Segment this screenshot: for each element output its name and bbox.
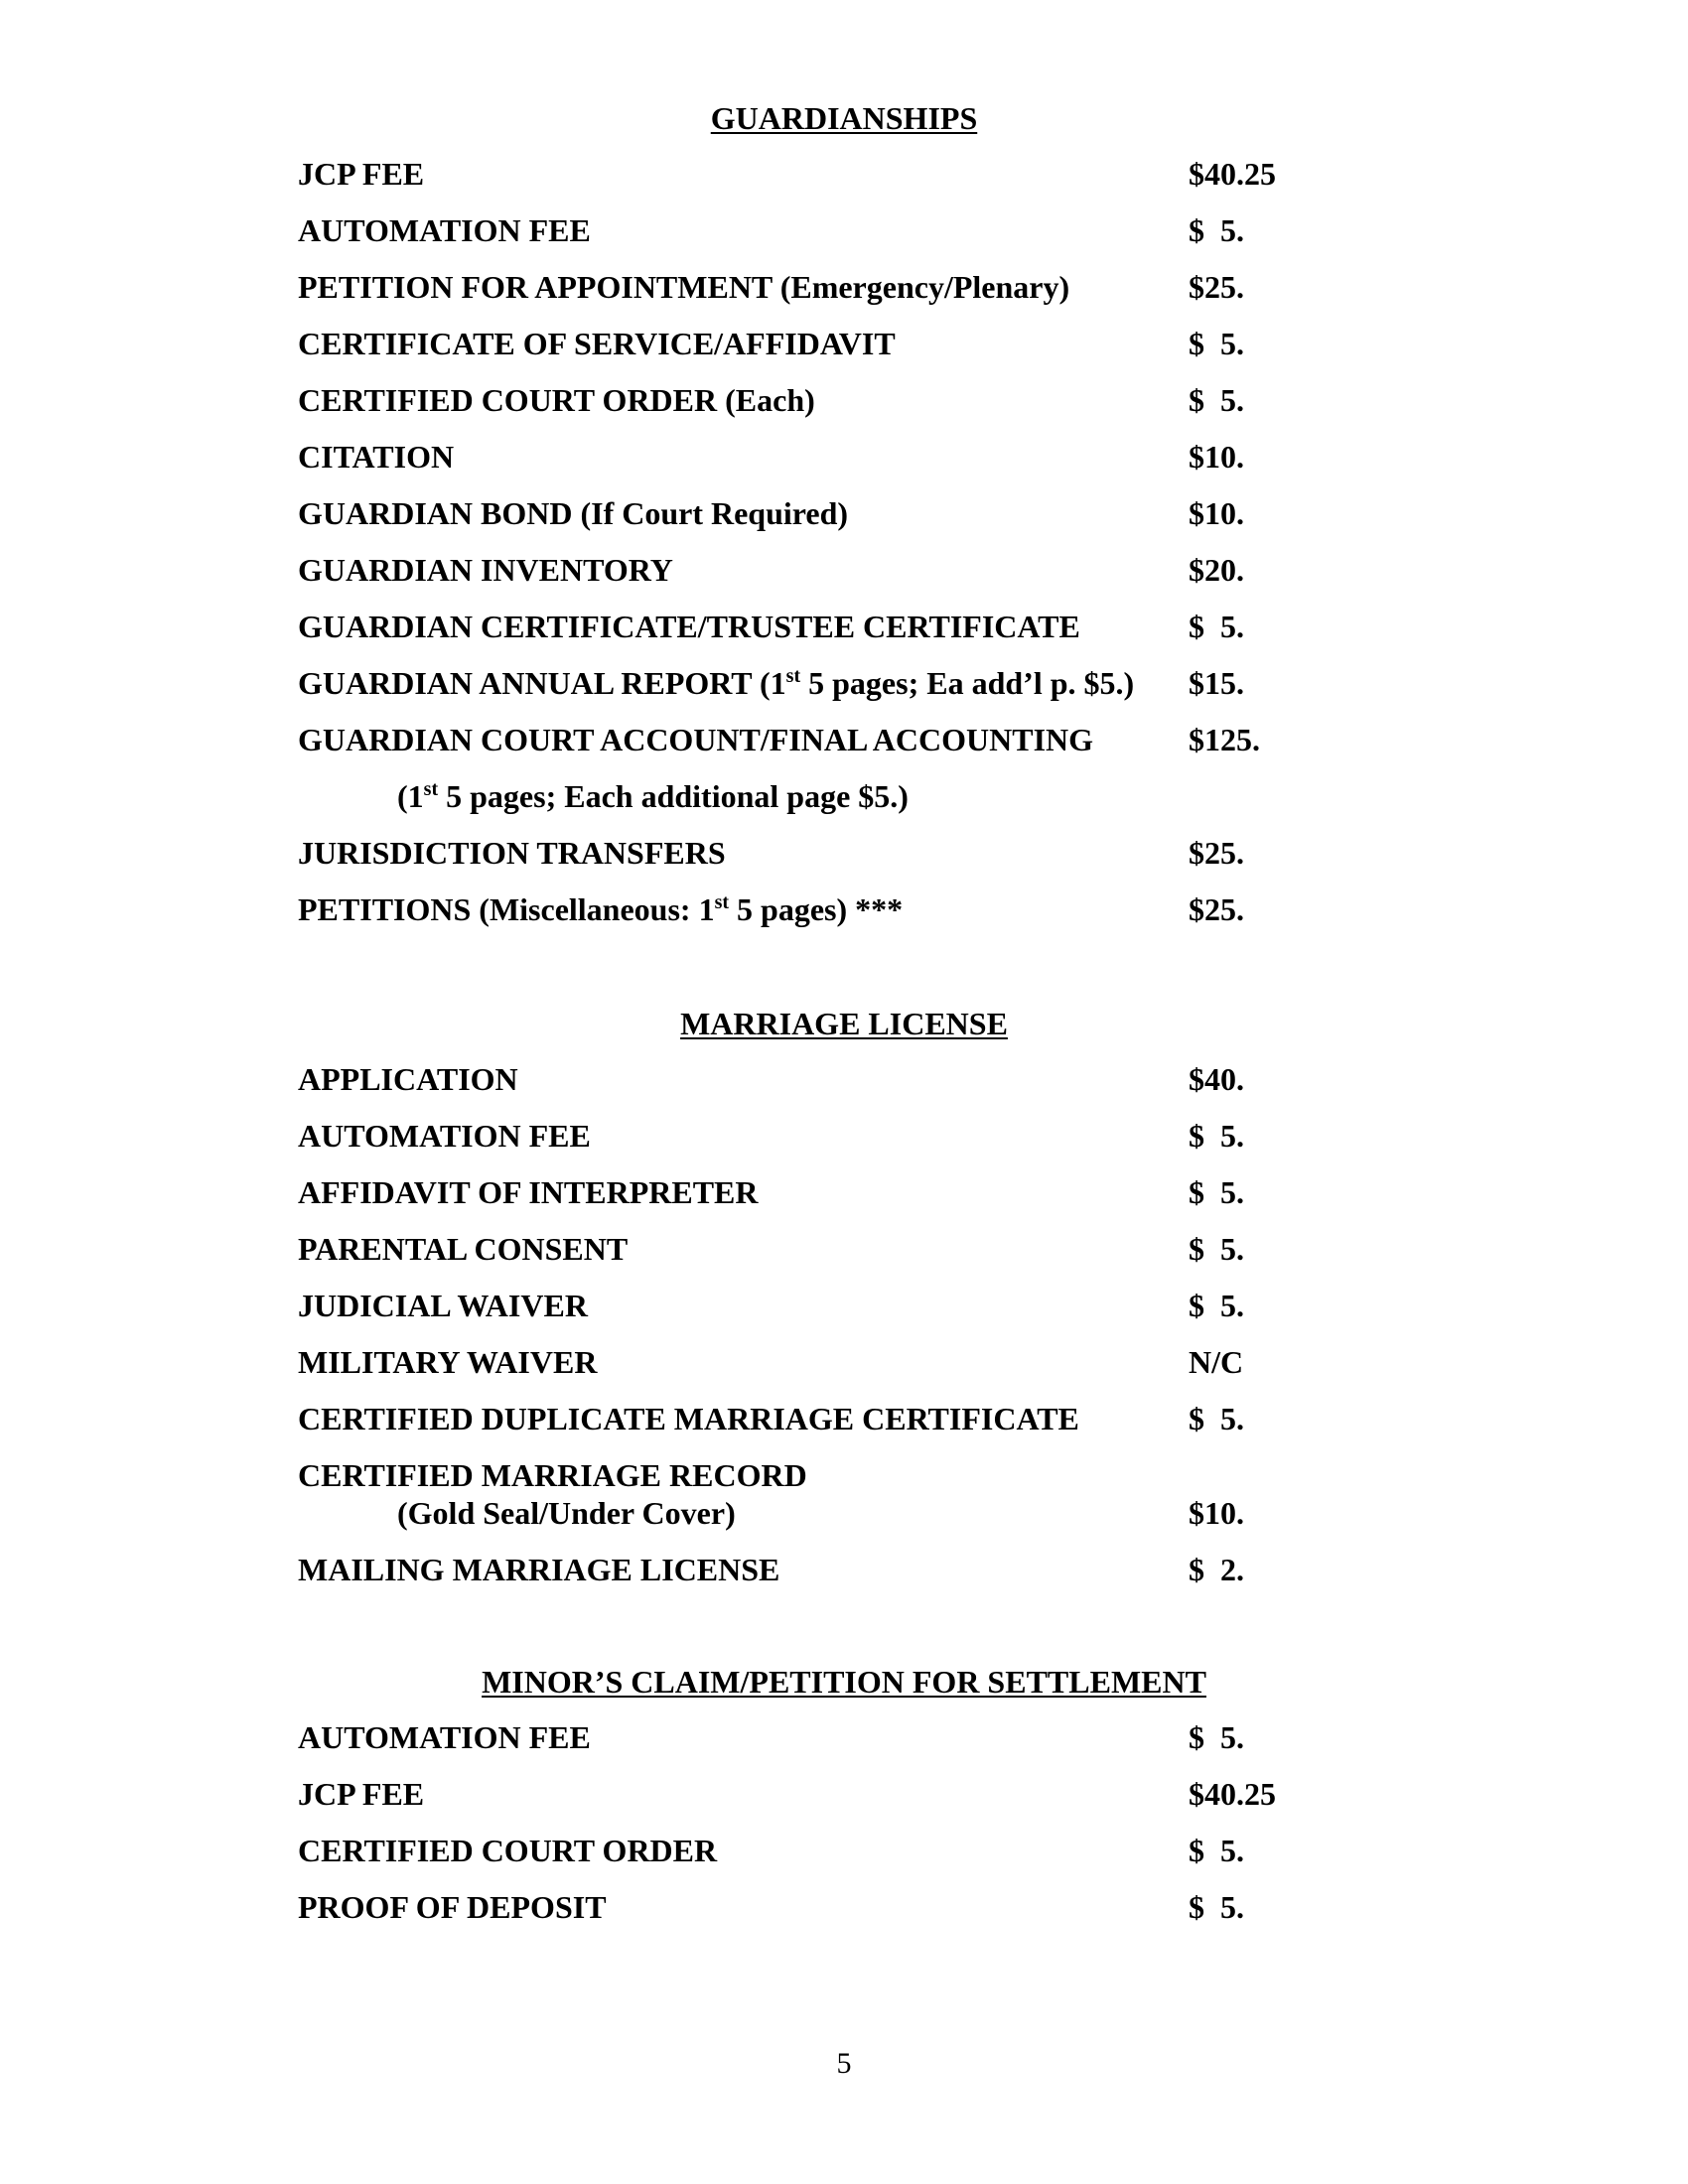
fee-label: CITATION — [298, 439, 455, 475]
fee-label — [298, 891, 903, 927]
fee-amount: $ 5. — [1189, 1833, 1244, 1868]
fee-amount: $40.25 — [1189, 1776, 1276, 1812]
fee-label: CERTIFIED COURT ORDER — [298, 1833, 718, 1868]
fee-amount: $40. — [1189, 1061, 1244, 1097]
fee-amount: N/C — [1189, 1344, 1244, 1380]
section-title-marriage-license: MARRIAGE LICENSE — [680, 1006, 1008, 1041]
fee-amount: $ 5. — [1189, 1231, 1244, 1267]
fee-amount: $15. — [1189, 665, 1244, 701]
fee-amount: $25. — [1189, 835, 1244, 871]
fee-amount: $ 5. — [1189, 1401, 1244, 1436]
fee-label-text: PETITIONS (Miscellaneous: 1 — [298, 891, 715, 927]
fee-label-text: GUARDIAN ANNUAL REPORT (1 — [298, 665, 786, 701]
fee-label: PETITION FOR APPOINTMENT (Emergency/Plenary) — [298, 269, 1070, 305]
fee-row — [0, 1719, 1688, 1755]
fee-amount: $25. — [1189, 891, 1244, 927]
fee-amount: $ 5. — [1189, 212, 1244, 248]
fee-label: JUDICIAL WAIVER — [298, 1288, 588, 1323]
fee-amount: $ 5. — [1189, 1118, 1244, 1154]
fee-label: CERTIFICATE OF SERVICE/AFFIDAVIT — [298, 326, 896, 361]
fee-row — [0, 1457, 1688, 1533]
fee-row — [0, 1174, 1688, 1210]
fee-label: AUTOMATION FEE — [298, 1719, 591, 1755]
fee-label: AUTOMATION FEE — [298, 212, 591, 248]
fee-label: PARENTAL CONSENT — [298, 1231, 629, 1267]
fee-amount: $ 5. — [1189, 1889, 1244, 1925]
fee-row — [0, 269, 1688, 305]
fee-amount: $ 5. — [1189, 326, 1244, 361]
fee-label: PROOF OF DEPOSIT — [298, 1889, 607, 1925]
fee-note-text: (1 — [397, 778, 424, 814]
fee-amount: $125. — [1189, 722, 1260, 757]
fee-row — [0, 439, 1688, 475]
fee-amount: $10. — [1189, 495, 1244, 531]
fee-amount: $ 5. — [1189, 609, 1244, 644]
fee-row — [0, 212, 1688, 248]
fee-label: JURISDICTION TRANSFERS — [298, 835, 726, 871]
fee-label: GUARDIAN CERTIFICATE/TRUSTEE CERTIFICATE — [298, 609, 1080, 644]
fee-row — [0, 1118, 1688, 1154]
fee-label: GUARDIAN INVENTORY — [298, 552, 673, 588]
fee-amount: $40.25 — [1189, 156, 1276, 192]
fee-label: AUTOMATION FEE — [298, 1118, 591, 1154]
fee-row — [0, 552, 1688, 588]
fee-label-text: 5 pages) *** — [729, 891, 904, 927]
fee-amount: $10. — [1189, 439, 1244, 475]
fee-row — [0, 1552, 1688, 1587]
fee-row — [0, 1776, 1688, 1812]
fee-label: MILITARY WAIVER — [298, 1344, 598, 1380]
fee-label: APPLICATION — [298, 1061, 518, 1097]
fee-row — [0, 1401, 1688, 1436]
fee-amount: $20. — [1189, 552, 1244, 588]
fee-label-text: 5 pages; Ea add’l p. $5.) — [800, 665, 1135, 701]
fee-label: CERTIFIED COURT ORDER (Each) — [298, 382, 815, 418]
fee-label: CERTIFIED MARRIAGE RECORD — [298, 1457, 807, 1493]
fee-amount: $ 2. — [1189, 1552, 1244, 1587]
fee-row — [0, 665, 1688, 701]
ordinal-suffix: st — [714, 891, 730, 913]
ordinal-suffix: st — [785, 665, 801, 687]
fee-row — [0, 1288, 1688, 1323]
page-number: 5 — [836, 2047, 852, 2080]
fee-label: GUARDIAN BOND (If Court Required) — [298, 495, 849, 531]
fee-row — [0, 495, 1688, 531]
section-title-guardianships: GUARDIANSHIPS — [710, 100, 978, 136]
fee-label: GUARDIAN COURT ACCOUNT/FINAL ACCOUNTING — [298, 722, 1094, 757]
fee-row — [0, 326, 1688, 361]
fee-row — [0, 1344, 1688, 1380]
fee-label: JCP FEE — [298, 1776, 425, 1812]
fee-row — [0, 1889, 1688, 1925]
fee-row — [0, 1231, 1688, 1267]
fee-label — [298, 665, 1134, 701]
fee-label-detail: (Gold Seal/Under Cover) — [397, 1495, 736, 1531]
fee-amount: $ 5. — [1189, 1288, 1244, 1323]
fee-amount: $ 5. — [1189, 382, 1244, 418]
fee-amount: $ 5. — [1189, 1719, 1244, 1755]
fee-row — [0, 835, 1688, 871]
fee-amount: $10. — [1189, 1495, 1244, 1531]
fee-row — [0, 722, 1688, 757]
fee-label: JCP FEE — [298, 156, 425, 192]
fee-note-text: 5 pages; Each additional page $5.) — [438, 778, 909, 814]
fee-row — [0, 891, 1688, 927]
fee-amount: $25. — [1189, 269, 1244, 305]
fee-label: CERTIFIED DUPLICATE MARRIAGE CERTIFICATE — [298, 1401, 1079, 1436]
fee-amount: $ 5. — [1189, 1174, 1244, 1210]
fee-row-note — [0, 778, 1688, 814]
fee-row — [0, 382, 1688, 418]
fee-note — [397, 778, 909, 814]
fee-row — [0, 156, 1688, 192]
fee-label: AFFIDAVIT OF INTERPRETER — [298, 1174, 759, 1210]
fee-row — [0, 1061, 1688, 1097]
fee-row — [0, 1833, 1688, 1868]
section-title-minors-claim: MINOR’S CLAIM/PETITION FOR SETTLEMENT — [482, 1664, 1206, 1700]
fee-label: MAILING MARRIAGE LICENSE — [298, 1552, 780, 1587]
fee-row — [0, 609, 1688, 644]
ordinal-suffix: st — [423, 778, 439, 800]
